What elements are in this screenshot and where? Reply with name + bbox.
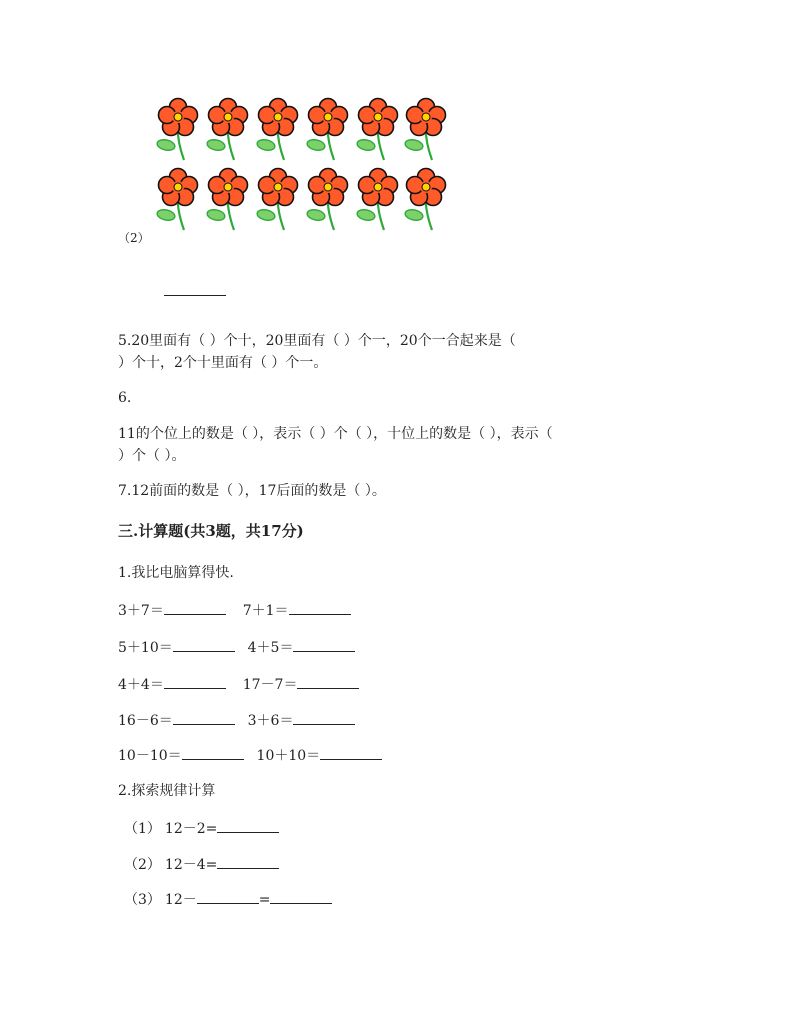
calc-2-title: 2.探索规律计算 (118, 783, 216, 799)
question-5-line-1: 5.20里面有（ ）个十，20里面有（ ）个一，20个一合起来是（ (118, 333, 516, 349)
flowers-illustration (150, 95, 450, 240)
answer-blank[interactable] (270, 890, 332, 904)
flower (306, 169, 347, 231)
calc-expression: 3＋6＝ (247, 713, 294, 729)
calc-row (118, 674, 359, 694)
answer-blank[interactable] (289, 601, 351, 615)
calc-expression: 10－10＝ (118, 748, 182, 764)
calc-row (118, 745, 382, 765)
flower (206, 169, 247, 231)
section-heading: 三.计算题(共3题，共17分) (118, 522, 304, 540)
calc-row (118, 637, 355, 657)
calc-2-item (124, 889, 332, 909)
question-6-number: 6. (118, 390, 132, 406)
calc-expression: 5＋10＝ (118, 640, 173, 656)
answer-blank[interactable] (297, 675, 359, 689)
answer-blank[interactable] (320, 746, 382, 760)
item-label: （3） (124, 892, 161, 908)
answer-blank[interactable] (164, 675, 226, 689)
answer-blank[interactable] (164, 282, 226, 300)
flower (356, 99, 397, 161)
calc-expression: 4＋4＝ (118, 677, 164, 693)
answer-blank[interactable] (173, 711, 235, 725)
calc-expression: 3＋7＝ (118, 603, 164, 619)
flower (256, 99, 297, 161)
question-7: 7.12前面的数是（ ），17后面的数是（ ）。 (118, 483, 386, 499)
flower (206, 99, 247, 161)
calc-expression: 12－2= (164, 821, 218, 837)
question-6-line-2: ）个（ ）。 (118, 448, 186, 464)
item-label: （1） (124, 821, 161, 837)
flower (404, 99, 445, 161)
flower (156, 169, 197, 231)
flower (356, 169, 397, 231)
calc-expression: 12－ (164, 892, 197, 908)
answer-blank[interactable] (182, 746, 244, 760)
answer-blank[interactable] (197, 890, 259, 904)
flower-row-1 (156, 99, 445, 161)
item-label: （2） (124, 857, 161, 873)
calc-expression: 7＋1＝ (242, 603, 289, 619)
calc-row (118, 600, 351, 620)
equals-sign: = (258, 892, 271, 908)
answer-blank[interactable] (173, 638, 235, 652)
part-label: （2） (118, 231, 150, 245)
answer-blank[interactable] (217, 819, 279, 833)
calc-2-item (124, 818, 279, 838)
calc-1-title: 1.我比电脑算得快. (118, 565, 234, 581)
calc-expression: 4＋5＝ (247, 640, 294, 656)
calc-expression: 10＋10＝ (256, 748, 321, 764)
question-6-line-1: 11的个位上的数是（ ），表示（ ）个（ ），十位上的数是（ ），表示（ (118, 426, 553, 442)
flower (156, 99, 197, 161)
flower (306, 99, 347, 161)
answer-blank[interactable] (293, 711, 355, 725)
question-5-line-2: ）个十，2个十里面有（ ）个一。 (118, 355, 328, 371)
answer-blank[interactable] (164, 601, 226, 615)
flower (404, 169, 445, 231)
answer-blank[interactable] (293, 638, 355, 652)
calc-expression: 16－6＝ (118, 713, 173, 729)
calc-expression: 17－7＝ (242, 677, 298, 693)
flower-row-2 (156, 169, 445, 231)
calc-2-item (124, 854, 279, 874)
flower (256, 169, 297, 231)
answer-blank[interactable] (217, 855, 279, 869)
calc-expression: 12－4= (164, 857, 218, 873)
calc-row (118, 710, 355, 730)
